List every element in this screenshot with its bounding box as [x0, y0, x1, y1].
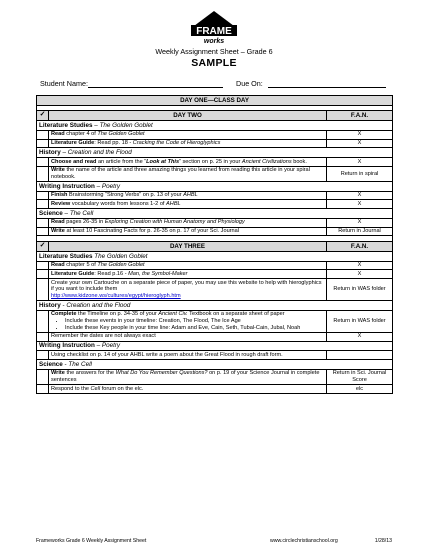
- footer-date: 1/28/13: [374, 538, 392, 544]
- fan-cell: X: [327, 191, 393, 200]
- task-row: Complete the Timeline on p. 34-35 of your Ancient Civ. Textbook on a separate sheet of paper • Include these events in your timeline: Creation, The Flood, The Ice Age • Include these Key people in your time line: Adam and Eve, Cain, Seth, Tubal-Cain, Jubal, Noah Return in WAS folder: [37, 310, 393, 332]
- day-two-header: [37, 110, 393, 120]
- task-row: Literature Guide: Read pp. 18 - Cracking the Code of Hieroglyphics X: [37, 139, 393, 148]
- fan-cell: Return in Sci. Journal Score: [327, 369, 393, 384]
- task-row: Read pages 26-35 in Exploring Creation with Human Anatomy and Physiology X: [37, 218, 393, 227]
- check-icon: ✓: [37, 241, 49, 251]
- subject-row-literature: Literature Studies The Golden Goblet: [37, 252, 393, 262]
- due-on-label: Due On:: [236, 79, 263, 88]
- fan-cell: X: [327, 130, 393, 139]
- fan-header: F.A.N.: [327, 241, 393, 251]
- footer-title: Frameworks Grade 6 Weekly Assignment Sheet: [36, 538, 147, 544]
- subject-row-science: Science – The Cell: [37, 209, 393, 219]
- fan-cell: X: [327, 218, 393, 227]
- footer-website: www.circlechristianschool.org: [270, 538, 338, 544]
- assignment-page: [36, 10, 392, 394]
- fan-cell: X: [327, 261, 393, 270]
- check-icon: ✓: [37, 110, 49, 120]
- list-item: • Include these Key people in your time line: Adam and Eve, Cain, Seth, Tubal-Cain, Jubal, Noah: [65, 325, 324, 332]
- task-row: Using checklist on p. 14 of your AHBL write a poem about the Great Flood in rough draft form.: [37, 351, 393, 360]
- day-three-title: DAY THREE: [49, 241, 327, 251]
- subject-row-writing: Writing Instruction – Poetry: [37, 182, 393, 192]
- svg-text:works: works: [203, 38, 225, 45]
- subject-row-history: History - Creation and the Flood: [37, 301, 393, 311]
- task-row: Finish Brainstorming “Strong Verbs” on p. 13 of your AHBL X: [37, 191, 393, 200]
- fan-cell: X: [327, 139, 393, 148]
- fan-cell: X: [327, 332, 393, 341]
- day-three-header: [37, 241, 393, 251]
- subject-name: Literature Studies: [39, 121, 93, 129]
- task-row: Review vocabulary words from lessons 1-2 of AHBL X: [37, 200, 393, 209]
- task-row: Write at least 10 Fascinating Facts for p. 26-35 on p. 17 of your Sci. Journal Return in Journal: [37, 227, 393, 236]
- task-row: Literature Guide: Read p.16 - Man, the Symbol-Maker X: [37, 270, 393, 279]
- task-row: Create your own Cartouche on a separate piece of paper, you may use this website to help with hieroglyphics if you want to include them http://www.kidzone.ws/cultures/egypt/hieroglyph.htm Return in WAS folder: [37, 279, 393, 301]
- name-due-row: [36, 79, 392, 91]
- fan-cell: Return in spiral: [327, 166, 393, 181]
- svg-text:FRAME: FRAME: [196, 26, 232, 37]
- student-name-line[interactable]: [88, 87, 223, 88]
- fan-cell: elc: [327, 384, 393, 393]
- student-name-label: Student Name:: [40, 79, 88, 88]
- subject-row-history: History – Creation and the Flood: [37, 148, 393, 158]
- task-row: Read chapter 4 of The Golden Goblet X: [37, 130, 393, 139]
- hieroglyph-link[interactable]: http://www.kidzone.ws/cultures/egypt/hieroglyph.htm: [51, 292, 181, 299]
- task-row: Read chapter 5 of The Golden Goblet X: [37, 261, 393, 270]
- sheet-title: Weekly Assignment Sheet – Grade 6: [155, 47, 273, 56]
- task-row: Write the name of the article and three amazing things you learned from reading this article in your spiral notebook. Return in spiral: [37, 166, 393, 181]
- day-one-row: [37, 96, 393, 106]
- fan-cell: X: [327, 270, 393, 279]
- subject-row-literature: Literature Studies – The Golden Goblet: [37, 121, 393, 131]
- subject-row-science: Science - The Cell: [37, 359, 393, 369]
- day-one-label: DAY ONE—CLASS DAY: [37, 96, 393, 106]
- fan-cell: Return in WAS folder: [327, 279, 393, 301]
- assignment-table: [36, 95, 393, 394]
- fan-cell: Return in WAS folder: [327, 310, 393, 332]
- fan-header: F.A.N.: [327, 110, 393, 120]
- task-row: Respond to the Cell forum on the elc. elc: [37, 384, 393, 393]
- frameworks-logo: [186, 10, 242, 46]
- task-row: Write the answers for the What Do You Remember Questions? on p. 19 of your Science Journal in complete sentences Return in Sci. Journal Score: [37, 369, 393, 384]
- list-item: • Include these events in your timeline: Creation, The Flood, The Ice Age: [65, 318, 324, 325]
- fan-cell: X: [327, 157, 393, 166]
- task-row: Choose and read an article from the “Look at This” section on p. 25 in your Ancient Civilizations book. X: [37, 157, 393, 166]
- due-on-line[interactable]: [268, 87, 386, 88]
- sample-heading: SAMPLE: [191, 57, 237, 69]
- fan-cell: Return in Journal: [327, 227, 393, 236]
- fan-cell: X: [327, 200, 393, 209]
- fan-cell: [327, 351, 393, 360]
- day-two-title: DAY TWO: [49, 110, 327, 120]
- subject-topic: The Golden Goblet: [99, 121, 153, 129]
- task-row: Remember the dates are not always exact X: [37, 332, 393, 341]
- subject-row-writing: Writing Instruction – Poetry: [37, 341, 393, 351]
